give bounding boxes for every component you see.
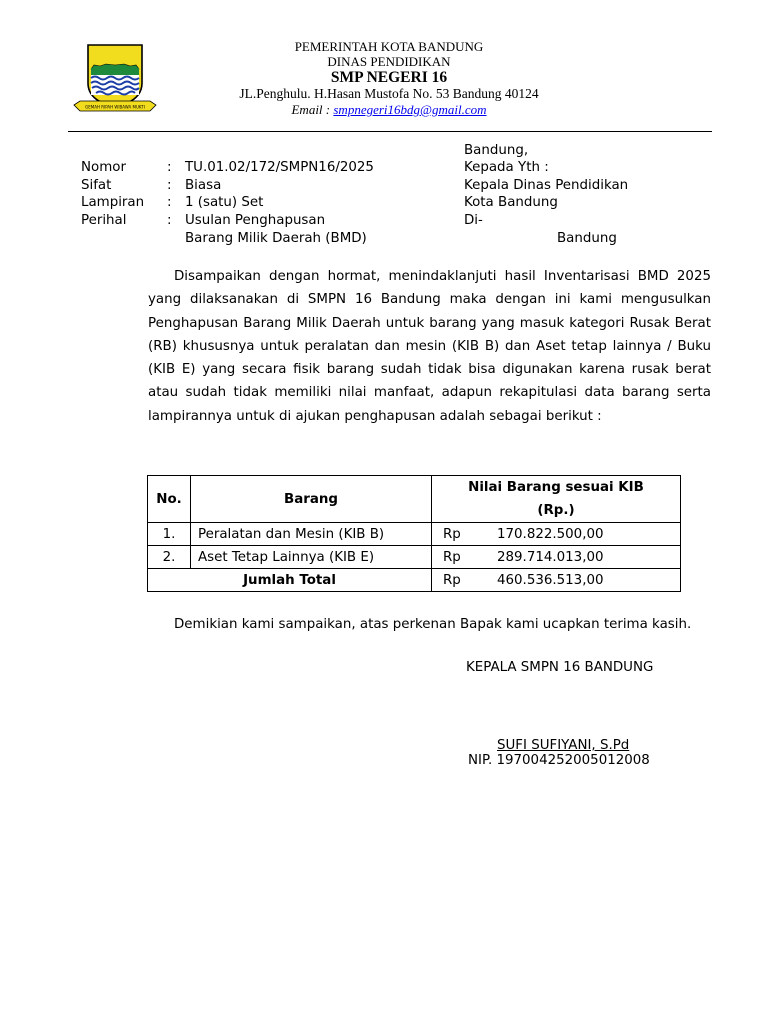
letter-place: Bandung, [464, 143, 529, 158]
lampiran-colon: : [167, 195, 172, 210]
letterhead-government: PEMERINTAH KOTA BANDUNG [294, 39, 484, 54]
perihal-label: Perihal [81, 213, 127, 228]
table-header-row [148, 476, 681, 523]
asset-table [147, 475, 681, 592]
letterhead-divider [68, 131, 712, 132]
signature-nip: NIP. 197004252005012008 [468, 753, 650, 768]
col-nilai-header [432, 476, 681, 523]
sifat-label: Sifat [81, 178, 112, 193]
row-currency: Rp [443, 549, 461, 565]
recipient-line-4: Di- [464, 213, 483, 228]
row-nilai [432, 546, 681, 569]
recipient-line-1: Kepada Yth : [464, 160, 549, 175]
recipient-line-3: Kota Bandung [464, 195, 558, 210]
nomor-colon: : [167, 160, 172, 175]
perihal-colon: : [167, 213, 172, 228]
row-value: 170.822.500,00 [497, 526, 604, 542]
letterhead-address: JL.Penghulu. H.Hasan Mustofa No. 53 Bandung 40124 [239, 86, 539, 101]
row-no: 2. [148, 546, 191, 569]
body-text: Disampaikan dengan hormat, menindaklanjuti hasil Inventarisasi BMD 2025 yang dilaksanakan di SMPN 16 Bandung maka dengan ini kami mengusulkan Penghapusan Barang Milik Daerah untuk barang yang masuk kategori Rusak Berat (RB) khususnya untuk peralatan dan mesin (KIB B) dan Aset tetap lainnya / Buku (KIB E) yang secara fisik barang sudah tidak bisa digunakan karena rusak berat atau sudah tidak memiliki nilai manfaat, adapun rekapitulasi data barang serta lampirannya untuk di ajukan penghapusan adalah sebagai berikut : [148, 269, 711, 424]
table-total-row [148, 569, 681, 592]
letterhead-email [0, 102, 768, 117]
table-row [148, 523, 681, 546]
total-currency: Rp [443, 572, 461, 588]
total-nilai [432, 569, 681, 592]
recipient-line-5: Bandung [557, 231, 617, 246]
col-no-header: No. [148, 476, 191, 523]
body-paragraph [148, 265, 711, 428]
col-nilai-header-line-2: (Rp.) [537, 503, 575, 518]
recipient-line-2: Kepala Dinas Pendidikan [464, 178, 629, 193]
signature-name: SUFI SUFIYANI, S.Pd [497, 738, 630, 753]
sifat-value: Biasa [185, 178, 222, 193]
closing-paragraph [148, 613, 711, 636]
row-currency: Rp [443, 526, 461, 542]
row-no: 1. [148, 523, 191, 546]
letterhead-agency: DINAS PENDIDIKAN [327, 54, 451, 69]
letterhead-school: SMP NEGERI 16 [330, 69, 448, 86]
nomor-label: Nomor [81, 160, 126, 175]
sifat-colon: : [167, 178, 172, 193]
perihal-value-line-1: Usulan Penghapusan [185, 213, 326, 228]
closing-text: Demikian kami sampaikan, atas perkenan Bapak kami ucapkan terima kasih. [174, 617, 692, 632]
lampiran-label: Lampiran [81, 195, 145, 210]
row-value: 289.714.013,00 [497, 549, 604, 565]
emblem-ribbon-text: GEMAH RIPAH WIBAWA MUKTI [85, 104, 145, 110]
email-label: Email : [291, 102, 334, 117]
nomor-value: TU.01.02/172/SMPN16/2025 [185, 160, 374, 175]
perihal-value-line-2: Barang Milik Daerah (BMD) [185, 231, 367, 246]
signature-title: KEPALA SMPN 16 BANDUNG [466, 660, 654, 675]
total-label: Jumlah Total [148, 569, 432, 592]
total-value: 460.536.513,00 [497, 572, 604, 588]
row-barang: Aset Tetap Lainnya (KIB E) [191, 546, 432, 569]
lampiran-value: 1 (satu) Set [185, 195, 264, 210]
col-barang-header: Barang [191, 476, 432, 523]
email-link[interactable]: smpnegeri16bdg@gmail.com [333, 102, 487, 117]
row-nilai [432, 523, 681, 546]
col-nilai-header-line-1: Nilai Barang sesuai KIB [468, 480, 644, 495]
row-barang: Peralatan dan Mesin (KIB B) [191, 523, 432, 546]
table-row [148, 546, 681, 569]
